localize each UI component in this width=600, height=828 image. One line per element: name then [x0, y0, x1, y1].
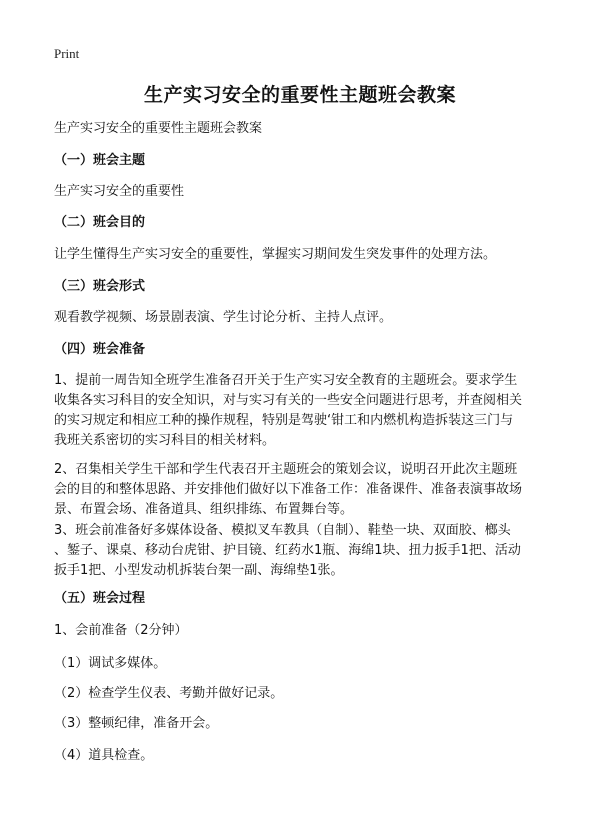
paragraph-line: 1、提前一周告知全班学生准备召开关于生产实习安全教育的主题班会。要求学生: [54, 373, 518, 388]
print-label: Print: [54, 46, 80, 61]
paragraph-line: 收集各实习科目的安全知识，对与实习有关的一些安全问题进行思考，并查阅相关: [54, 393, 523, 408]
section-5-subitem-1: （1）调试多媒体。: [54, 656, 167, 671]
paragraph-line: 的实习规定和相应工种的操作规程，特别是驾驶‘钳工和内燃机构造拆装这三门与: [54, 413, 514, 428]
section-4-paragraph-1: [54, 371, 554, 451]
section-2-heading: （二）班会目的: [54, 215, 146, 230]
paragraph-line: 、錾子、课桌、移动台虎钳、护目镜、红药水1瓶、海绵1块、扭力扳手1把、活动: [54, 543, 521, 558]
paragraph-line: 2、召集相关学生干部和学生代表召开主题班会的策划会议，说明召开此次主题班: [54, 462, 518, 477]
section-1-text: 生产实习安全的重要性: [54, 184, 185, 199]
section-1-heading: （一）班会主题: [54, 153, 146, 168]
section-4-paragraph-3: [54, 521, 554, 581]
section-5-item-1: 1、会前准备（2分钟）: [54, 623, 188, 638]
section-2-text: 让学生懂得生产实习安全的重要性，掌握实习期间发生突发事件的处理方法。: [54, 247, 497, 262]
paragraph-line: 会的目的和整体思路、并安排他们做好以下准备工作：准备课件、准备表演事故场: [54, 482, 523, 497]
section-4-heading: （四）班会准备: [54, 342, 146, 357]
paragraph-line: 3、班会前准备好多媒体设备、模拟叉车教具（自制）、鞋垫一块、双面胶、榔头: [54, 523, 511, 538]
section-3-text: 观看教学视频、场景剧表演、学生讨论分析、主持人点评。: [54, 310, 393, 325]
paragraph-line: 扳手1把、小型发动机拆装台架一副、海绵垫1张。: [54, 563, 344, 578]
intro-text: 生产实习安全的重要性主题班会教案: [54, 121, 263, 136]
section-3-heading: （三）班会形式: [54, 279, 146, 294]
page-title: 生产实习安全的重要性主题班会教案: [143, 84, 456, 106]
section-5-subitem-2: （2）检查学生仪表、考勤并做好记录。: [54, 686, 284, 701]
section-5-heading: （五）班会过程: [54, 591, 146, 606]
paragraph-line: 我班关系密切的实习科目的相关材料。: [54, 433, 276, 448]
section-4-paragraph-2: [54, 460, 554, 520]
section-5-subitem-3: （3）整顿纪律，准备开会。: [54, 716, 219, 731]
section-5-subitem-4: （4）道具检查。: [54, 748, 154, 763]
paragraph-line: 景、布置会场、准备道具、组织排练、布置舞台等。: [54, 502, 354, 517]
